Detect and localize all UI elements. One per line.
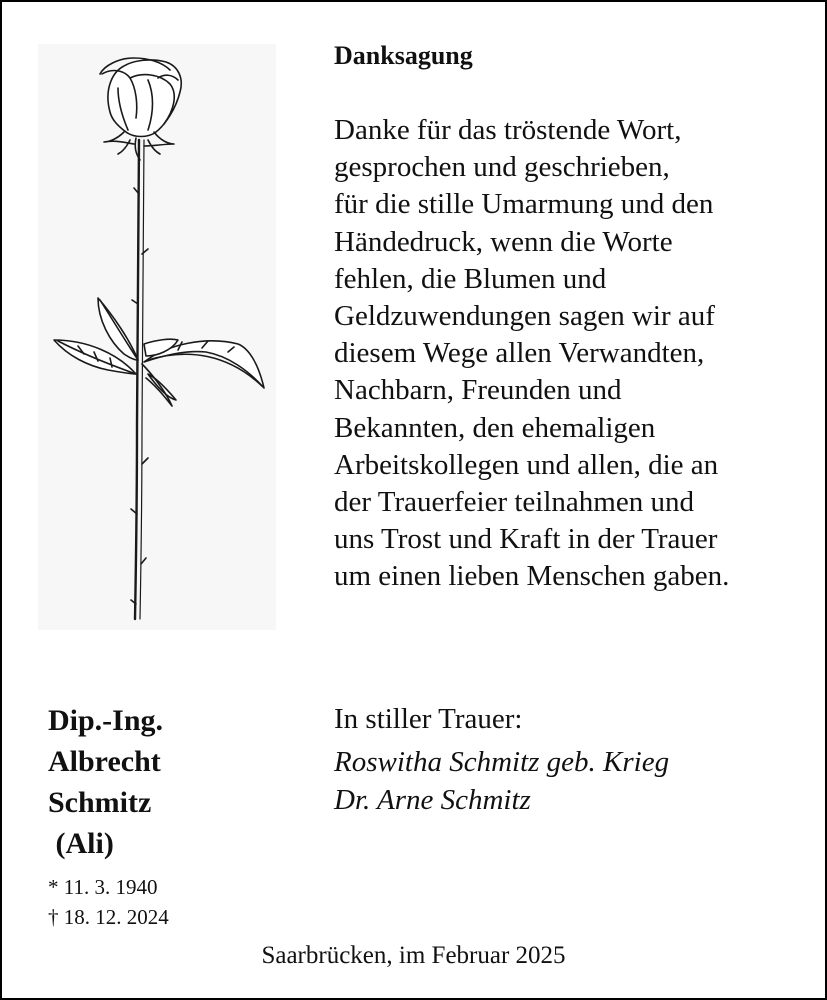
deceased-last-name: Schmitz: [48, 786, 152, 819]
deceased-name: [48, 700, 163, 864]
rose-illustration-panel: [38, 44, 276, 630]
thanks-line: Nachbarn, Freunden und: [334, 374, 622, 407]
thanks-line: Geldzuwendungen sagen wir auf: [334, 300, 715, 333]
rose-icon: [38, 44, 276, 630]
mourner-name: Roswitha Schmitz geb. Krieg: [334, 746, 670, 778]
thanks-line: Händedruck, wenn die Worte: [334, 225, 673, 258]
place-and-date: Saarbrücken, im Februar 2025: [261, 942, 566, 969]
mourning-label: In stiller Trauer:: [334, 703, 523, 735]
deceased-first-name: Albrecht: [48, 745, 161, 778]
deceased-title: Dip.-Ing.: [48, 704, 164, 737]
life-dates: [48, 872, 169, 932]
mourner-name: Dr. Arne Schmitz: [334, 784, 531, 816]
thanks-line: gesprochen und geschrieben,: [334, 151, 670, 184]
thanks-line: Bekannten, den ehemaligen: [334, 411, 656, 444]
thanks-text: [334, 112, 729, 596]
thanks-line: um einen lieben Menschen gaben.: [334, 560, 730, 593]
thanks-line: Danke für das tröstende Wort,: [334, 114, 682, 146]
thanks-line: Arbeitskollegen und allen, die an: [334, 448, 719, 481]
thanks-line: fehlen, die Blumen und: [334, 262, 607, 295]
thanks-line: der Trauerfeier teilnahmen und: [334, 486, 694, 519]
death-date: † 18. 12. 2024: [48, 905, 169, 929]
thanks-line: diesem Wege allen Verwandten,: [334, 337, 705, 370]
notice-heading: Danksagung: [334, 41, 473, 70]
mourners-list: [334, 743, 669, 819]
thanks-line: uns Trost und Kraft in der Trauer: [334, 523, 718, 556]
birth-date: * 11. 3. 1940: [48, 875, 158, 899]
deceased-nickname: (Ali): [48, 827, 114, 860]
thanks-line: für die stille Umarmung und den: [334, 188, 714, 221]
